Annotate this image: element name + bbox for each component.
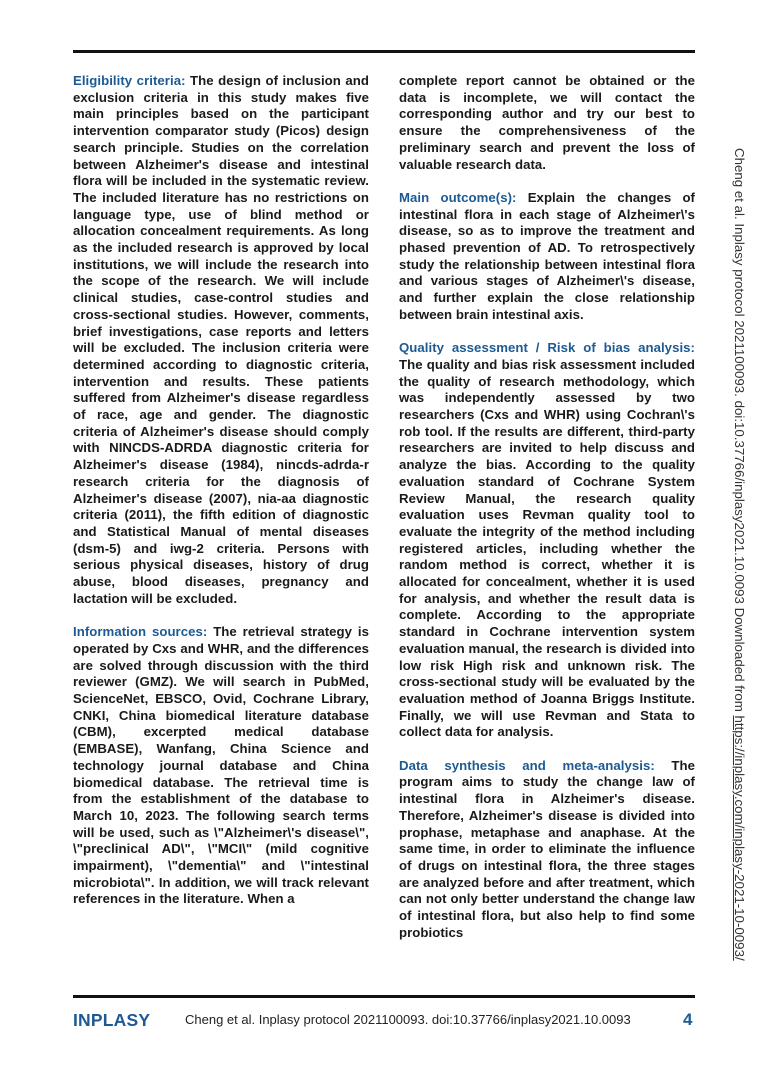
section-heading: Main outcome(s):: [399, 189, 517, 205]
left-column: [73, 73, 369, 925]
section-heading: Eligibility criteria:: [73, 73, 186, 88]
section-body: The retrieval strategy is operated by Cxs and WHR, and the differences are solved through discussion with the third reviewer (GMZ). We will search in PubMed, ScienceNet, EBSCO, Ovid, Cochrane Library, CNKI, China biomedical literature database (CBM), excerpted medical database (EMBASE), Wanfang, China Science and technology journal database and China biomedical database. The retrieval time is from the establishment of the database to March 10, 2023. The following search terms will be used, such as \"Alzheimer\'s disease\", \"preclinical AD\", \"MCI\" (mild cognitive impairment), \"dementia\" and \"intestinal microbiota\". In addition, we will track relevant references in the literature. When a: [73, 624, 369, 907]
section-main-outcomes: [399, 190, 695, 324]
right-column: [399, 73, 695, 958]
sidebar-citation-text: Cheng et al. Inplasy protocol 2021100093. doi:10.37766/inplasy2021.10.0093 Downloaded from: [732, 148, 747, 716]
footer-rule: [73, 995, 695, 998]
section-heading: Data synthesis and meta-analysis:: [399, 757, 655, 773]
section-quality-assessment: [399, 340, 695, 741]
continuation-paragraph: complete report cannot be obtained or the data is incomplete, we will contact the corresponding author and try our best to ensure the comprehensiveness of the preliminary search and prevent the loss of valuable research data.: [399, 73, 695, 172]
sidebar-download-link[interactable]: https://inplasy.com/inplasy-2021-10-0093/: [732, 715, 747, 961]
section-information-sources: [73, 624, 369, 908]
section-body: The design of inclusion and exclusion criteria in this study makes five main principles based on the participant intervention comparator study (Picos) design search principle. Studies on the correlation between Alzheimer's disease and intestinal flora will be included in the systematic review. The included literature has no restrictions on language type, use of blind method or allocation concealment requirements. As long as the included research is approved by local institutions, we will include the research into the scope of the research. We will include clinical studies, case-control studies and cross-sectional studies. However, comments, brief investigations, case reports and letters will be excluded. The inclusion criteria were determined according to diagnostic criteria, intervention and results. These patients suffered from Alzheimer's disease regardless of race, age and gender. The diagnostic criteria of Alzheimer's disease should comply with NINCDS-ADRDA diagnostic criteria for Alzheimer's disease (1984), nincds-adrda-r research criteria for the diagnosis of Alzheimer's disease (2007), nia-aa diagnostic criteria (2011), the fifth edition of diagnostic and Statistical Manual of mental diseases (dsm-5) and iwg-2 criteria. Persons with serious physical diseases, history of drug abuse, blood diseases, pregnancy and lactation will be excluded.: [73, 73, 369, 606]
section-body: The program aims to study the change law of intestinal flora in Alzheimer's disease. Therefore, Alzheimer's disease is divided into prophase, metaphase and anaphase. At the same time, in order to eliminate the influence of drugs on intestinal flora, the three stages are analyzed before and after treatment, which can not only better understand the change law of intestinal flora, but also help to find some probiotics: [399, 757, 695, 940]
page-number: 4: [683, 1010, 693, 1029]
header-rule: [73, 50, 695, 53]
section-data-synthesis: [399, 758, 695, 942]
sidebar-download-notice: [732, 148, 747, 961]
footer-citation: Cheng et al. Inplasy protocol 2021100093. doi:10.37766/inplasy2021.10.0093: [185, 1012, 631, 1027]
section-eligibility-criteria: [73, 73, 369, 608]
footer-brand-logo: INPLASY: [73, 1010, 151, 1030]
section-body: Explain the changes of intestinal flora in each stage of Alzheimer\'s disease, so as to improve the treatment and phased prevention of AD. To retrospectively study the relationship between intestinal flora and various stages of Alzheimer\'s disease, and further explain the close relationship between brain intestinal axis.: [399, 189, 695, 322]
section-heading: Quality assessment / Risk of bias analysis:: [399, 340, 695, 356]
section-body: The quality and bias risk assessment included the quality of research methodology, which was independently assessed by two researchers (Cxs and WHR) using Cochran\'s rob tool. If the results are different, third-party researchers are invited to help discuss and analyze the bias. According to the quality evaluation standard of Cochrane System Review Manual, the research quality evaluation uses Revman quality tool to evaluate the integrity of the method including registered articles, including whether the random method is correct, whether it is allocated for concealment, whether it is used for analysis, and whether the result data is complete. According to the appropriate standard in Cochrane intervention system evaluation manual, the research is divided into low risk High risk and unknown risk. The cross-sectional study will be evaluated by the evaluation method of Joanna Briggs Institute. Finally, we will use Revman and Stata to collect data for analysis.: [399, 356, 695, 740]
section-heading: Information sources:: [73, 624, 208, 640]
